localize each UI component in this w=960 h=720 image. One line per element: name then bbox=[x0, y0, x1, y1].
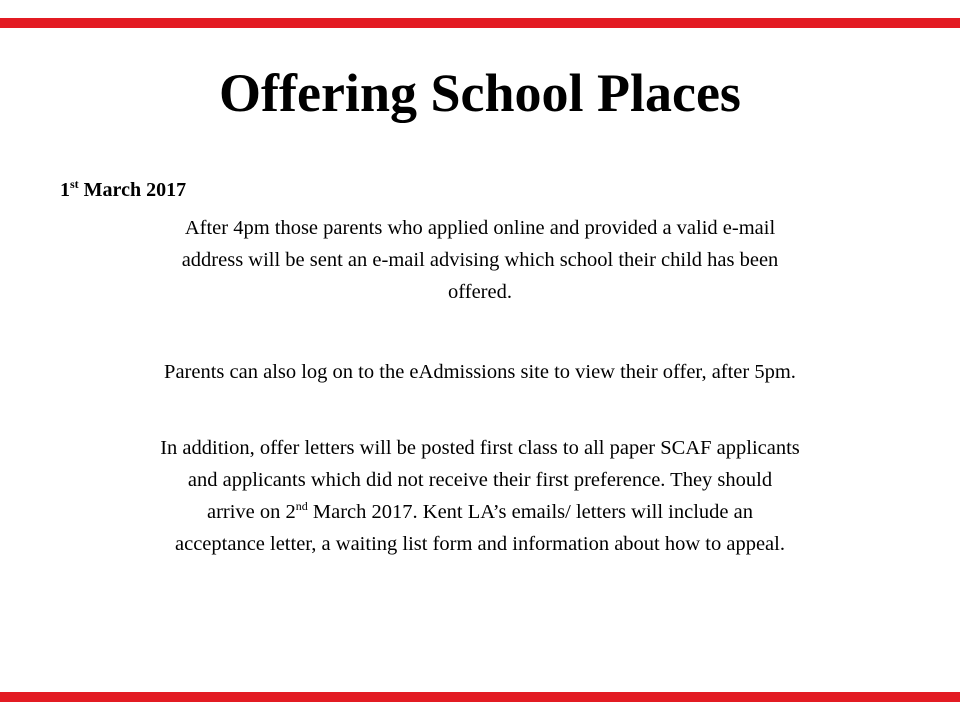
paragraph-line: and applicants which did not receive their first preference. They should bbox=[187, 469, 773, 491]
top-accent-bar bbox=[0, 18, 960, 28]
paragraph-line-before: arrive on 2 bbox=[206, 501, 296, 523]
paragraph-line: In addition, offer letters will be posted first class to all paper SCAF applicants bbox=[160, 437, 800, 459]
paragraph-line: After 4pm those parents who applied online and provided a valid e-mail bbox=[184, 217, 776, 239]
bottom-accent-bar bbox=[0, 692, 960, 702]
date-day-suffix: st bbox=[70, 177, 79, 191]
paragraph-line: acceptance letter, a waiting list form and information about how to appeal. bbox=[175, 533, 785, 555]
paragraph-offer-letters bbox=[50, 432, 910, 560]
paragraph-line: address will be sent an e-mail advising which school their child has been bbox=[181, 249, 779, 271]
slide-title: Offering School Places bbox=[219, 63, 741, 123]
paragraph-online-offer bbox=[50, 212, 910, 308]
paragraph-eadmissions bbox=[50, 356, 910, 388]
paragraph-line: Parents can also log on to the eAdmissions site to view their offer, after 5pm. bbox=[164, 361, 796, 383]
ordinal-suffix: nd bbox=[295, 499, 308, 513]
date-day: 1 bbox=[60, 179, 70, 201]
date-month-year: March 2017 bbox=[78, 179, 187, 201]
date-heading bbox=[60, 176, 186, 204]
paragraph-line-after: March 2017. Kent LA’s emails/ letters will include an bbox=[307, 501, 753, 523]
paragraph-line: offered. bbox=[448, 281, 512, 303]
